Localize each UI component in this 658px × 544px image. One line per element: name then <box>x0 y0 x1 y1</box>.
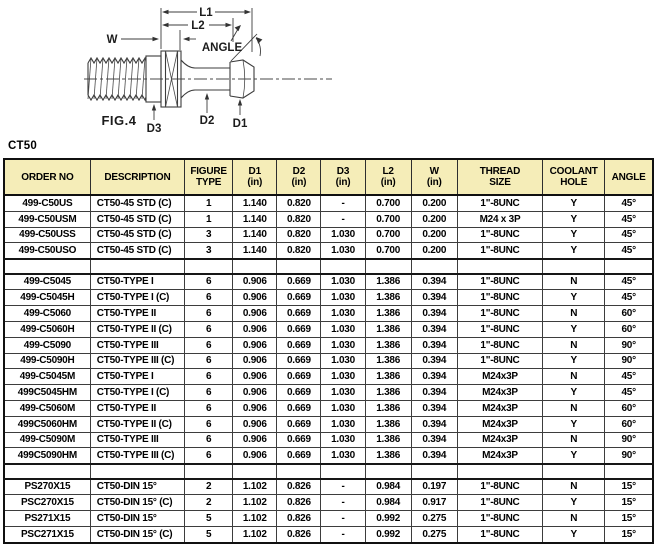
cell-d3: 1.030 <box>321 448 365 464</box>
dim-d2 <box>200 93 215 127</box>
cell-d2: 0.669 <box>277 448 321 464</box>
spacer-cell <box>365 464 411 478</box>
cell-d3: - <box>321 479 365 495</box>
cell-d3: 1.030 <box>321 243 365 259</box>
spacer-cell <box>457 464 542 478</box>
cell-figure-type: 3 <box>185 227 233 243</box>
cell-l2: 0.700 <box>365 211 411 227</box>
cell-w: 0.394 <box>411 337 457 353</box>
dim-label-l1: L1 <box>199 7 213 19</box>
cell-d2: 0.669 <box>277 432 321 448</box>
cell-description: CT50-TYPE I <box>90 274 184 290</box>
cell-w: 0.394 <box>411 274 457 290</box>
cell-d2: 0.669 <box>277 321 321 337</box>
cell-description: CT50-TYPE II (C) <box>90 321 184 337</box>
col-header-d2: D2 (in) <box>277 159 321 195</box>
cell-l2: 1.386 <box>365 321 411 337</box>
cell-thread-size: M24x3P <box>457 400 542 416</box>
cell-figure-type: 3 <box>185 243 233 259</box>
header-row <box>4 159 653 195</box>
cell-order-no: 499-C5060H <box>4 321 90 337</box>
cell-d2: 0.820 <box>277 243 321 259</box>
col-header-figure-type: FIGURE TYPE <box>185 159 233 195</box>
spacer-cell <box>365 259 411 273</box>
dim-label-d3: D3 <box>146 123 162 135</box>
cell-w: 0.200 <box>411 243 457 259</box>
spacer-cell <box>4 464 90 478</box>
cell-d1: 0.906 <box>233 306 277 322</box>
cell-order-no: 499-C5045H <box>4 290 90 306</box>
cell-coolant-hole: Y <box>543 353 605 369</box>
cell-coolant-hole: Y <box>543 195 605 211</box>
cell-d1: 1.140 <box>233 227 277 243</box>
cell-figure-type: 6 <box>185 400 233 416</box>
spacer-cell <box>90 464 184 478</box>
section-title: CT50 <box>8 140 37 152</box>
cell-w: 0.275 <box>411 511 457 527</box>
cell-l2: 0.992 <box>365 526 411 542</box>
cell-d1: 0.906 <box>233 369 277 385</box>
cell-order-no: PS271X15 <box>4 511 90 527</box>
cell-d2: 0.669 <box>277 369 321 385</box>
cell-d3: 1.030 <box>321 290 365 306</box>
cell-l2: 1.386 <box>365 306 411 322</box>
cell-coolant-hole: N <box>543 306 605 322</box>
table-row <box>4 195 653 211</box>
cell-d2: 0.669 <box>277 274 321 290</box>
cell-angle: 60° <box>605 306 653 322</box>
cell-d1: 0.906 <box>233 416 277 432</box>
cell-description: CT50-45 STD (C) <box>90 211 184 227</box>
cell-d2: 0.820 <box>277 227 321 243</box>
cell-description: CT50-TYPE I <box>90 369 184 385</box>
cell-thread-size: 1"-8UNC <box>457 227 542 243</box>
cell-order-no: 499-C5045 <box>4 274 90 290</box>
cell-l2: 0.992 <box>365 511 411 527</box>
cell-l2: 1.386 <box>365 337 411 353</box>
cell-d1: 1.140 <box>233 195 277 211</box>
col-header-description: DESCRIPTION <box>90 159 184 195</box>
cell-description: CT50-TYPE II (C) <box>90 416 184 432</box>
cell-order-no: 499C5060HM <box>4 416 90 432</box>
cell-angle: 60° <box>605 321 653 337</box>
cell-angle: 45° <box>605 211 653 227</box>
cell-l2: 1.386 <box>365 385 411 401</box>
cell-angle: 15° <box>605 526 653 542</box>
cell-description: CT50-DIN 15° (C) <box>90 495 184 511</box>
cell-order-no: PSC271X15 <box>4 526 90 542</box>
cell-l2: 1.386 <box>365 432 411 448</box>
cell-d1: 1.102 <box>233 511 277 527</box>
cell-angle: 90° <box>605 337 653 353</box>
cell-d3: 1.030 <box>321 306 365 322</box>
table-row <box>4 337 653 353</box>
cell-angle: 45° <box>605 243 653 259</box>
cell-w: 0.200 <box>411 227 457 243</box>
cell-d3: - <box>321 526 365 542</box>
cell-coolant-hole: Y <box>543 526 605 542</box>
table-row <box>4 211 653 227</box>
spacer-cell <box>543 464 605 478</box>
cell-angle: 45° <box>605 290 653 306</box>
cell-description: CT50-TYPE I (C) <box>90 385 184 401</box>
cell-d3: 1.030 <box>321 432 365 448</box>
table-row <box>4 369 653 385</box>
cell-coolant-hole: N <box>543 337 605 353</box>
cell-figure-type: 6 <box>185 416 233 432</box>
cell-angle: 45° <box>605 274 653 290</box>
cell-w: 0.394 <box>411 290 457 306</box>
cell-angle: 45° <box>605 227 653 243</box>
flange <box>161 51 181 107</box>
cell-description: CT50-TYPE III (C) <box>90 448 184 464</box>
cell-description: CT50-TYPE III <box>90 432 184 448</box>
cell-figure-type: 5 <box>185 511 233 527</box>
dim-label-w: W <box>106 34 118 46</box>
cell-d2: 0.669 <box>277 306 321 322</box>
cell-figure-type: 6 <box>185 306 233 322</box>
cell-d3: 1.030 <box>321 227 365 243</box>
cell-angle: 90° <box>605 353 653 369</box>
col-header-d1: D1 (in) <box>233 159 277 195</box>
cell-thread-size: 1"-8UNC <box>457 337 542 353</box>
cell-d3: 1.030 <box>321 369 365 385</box>
cell-thread-size: 1"-8UNC <box>457 511 542 527</box>
cell-w: 0.917 <box>411 495 457 511</box>
cell-d3: 1.030 <box>321 274 365 290</box>
cell-d1: 0.906 <box>233 448 277 464</box>
cell-coolant-hole: Y <box>543 211 605 227</box>
cell-coolant-hole: Y <box>543 227 605 243</box>
cell-d2: 0.669 <box>277 353 321 369</box>
table-row <box>4 511 653 527</box>
col-header-coolant-hole: COOLANT HOLE <box>543 159 605 195</box>
cell-l2: 1.386 <box>365 400 411 416</box>
cell-d1: 1.140 <box>233 243 277 259</box>
cell-order-no: 499-C5090M <box>4 432 90 448</box>
cell-thread-size: M24x3P <box>457 432 542 448</box>
cell-d3: - <box>321 495 365 511</box>
table-row <box>4 321 653 337</box>
cell-description: CT50-45 STD (C) <box>90 243 184 259</box>
cell-d2: 0.826 <box>277 495 321 511</box>
table-body <box>4 195 653 543</box>
cell-angle: 90° <box>605 432 653 448</box>
cell-description: CT50-TYPE II <box>90 400 184 416</box>
cell-coolant-hole: Y <box>543 416 605 432</box>
cell-d1: 0.906 <box>233 337 277 353</box>
cell-d1: 0.906 <box>233 290 277 306</box>
spacer-cell <box>457 259 542 273</box>
cell-angle: 45° <box>605 369 653 385</box>
cell-coolant-hole: Y <box>543 321 605 337</box>
table-row <box>4 432 653 448</box>
cell-angle: 15° <box>605 511 653 527</box>
spacer-cell <box>321 464 365 478</box>
spacer-cell <box>411 464 457 478</box>
cell-order-no: 499-C50US <box>4 195 90 211</box>
cell-d1: 0.906 <box>233 385 277 401</box>
cell-coolant-hole: N <box>543 274 605 290</box>
cell-thread-size: 1"-8UNC <box>457 195 542 211</box>
cell-d1: 0.906 <box>233 321 277 337</box>
cell-l2: 0.700 <box>365 195 411 211</box>
cell-description: CT50-DIN 15° (C) <box>90 526 184 542</box>
cell-w: 0.394 <box>411 400 457 416</box>
cell-order-no: 499-C5060 <box>4 306 90 322</box>
cell-coolant-hole: N <box>543 479 605 495</box>
cell-thread-size: 1"-8UNC <box>457 479 542 495</box>
cell-w: 0.394 <box>411 321 457 337</box>
cell-order-no: 499-C5060M <box>4 400 90 416</box>
spacer-cell <box>185 464 233 478</box>
spacer-row <box>4 464 653 478</box>
cell-thread-size: 1"-8UNC <box>457 290 542 306</box>
spacer-cell <box>90 259 184 273</box>
cell-d2: 0.669 <box>277 337 321 353</box>
cell-description: CT50-TYPE II <box>90 306 184 322</box>
cell-order-no: 499-C50USM <box>4 211 90 227</box>
cell-thread-size: M24x3P <box>457 385 542 401</box>
cell-d2: 0.826 <box>277 526 321 542</box>
cell-d3: 1.030 <box>321 416 365 432</box>
cell-figure-type: 6 <box>185 337 233 353</box>
cell-figure-type: 6 <box>185 448 233 464</box>
cell-d3: 1.030 <box>321 385 365 401</box>
figure-drawing <box>0 0 658 140</box>
cell-thread-size: M24x3P <box>457 416 542 432</box>
cell-order-no: 499-C5090H <box>4 353 90 369</box>
col-header-order-no: ORDER NO <box>4 159 90 195</box>
cell-coolant-hole: Y <box>543 290 605 306</box>
cell-figure-type: 6 <box>185 385 233 401</box>
cell-coolant-hole: Y <box>543 243 605 259</box>
cell-order-no: 499-C50USO <box>4 243 90 259</box>
cell-angle: 60° <box>605 416 653 432</box>
cell-l2: 0.984 <box>365 479 411 495</box>
spacer-cell <box>605 464 653 478</box>
cell-d1: 1.140 <box>233 211 277 227</box>
cell-thread-size: M24x3P <box>457 369 542 385</box>
table-row <box>4 526 653 542</box>
cell-coolant-hole: N <box>543 400 605 416</box>
cell-thread-size: M24 x 3P <box>457 211 542 227</box>
spacer-cell <box>277 259 321 273</box>
spec-table <box>3 158 654 544</box>
dim-w <box>107 34 196 46</box>
cell-order-no: 499-C50USS <box>4 227 90 243</box>
cell-description: CT50-TYPE III <box>90 337 184 353</box>
cell-d2: 0.669 <box>277 290 321 306</box>
cell-figure-type: 6 <box>185 369 233 385</box>
cell-w: 0.394 <box>411 385 457 401</box>
cell-order-no: PSC270X15 <box>4 495 90 511</box>
table-row <box>4 479 653 495</box>
cell-d1: 0.906 <box>233 274 277 290</box>
dim-label-l2: L2 <box>191 20 205 32</box>
cell-thread-size: 1"-8UNC <box>457 526 542 542</box>
cell-thread-size: 1"-8UNC <box>457 243 542 259</box>
cell-thread-size: 1"-8UNC <box>457 306 542 322</box>
cell-l2: 0.984 <box>365 495 411 511</box>
cell-w: 0.394 <box>411 306 457 322</box>
cell-coolant-hole: Y <box>543 385 605 401</box>
cell-d3: - <box>321 195 365 211</box>
cell-d2: 0.820 <box>277 195 321 211</box>
cell-figure-type: 6 <box>185 290 233 306</box>
cell-order-no: 499C5045HM <box>4 385 90 401</box>
dim-d1 <box>233 99 248 130</box>
cell-d3: - <box>321 511 365 527</box>
cell-d2: 0.820 <box>277 211 321 227</box>
cell-l2: 1.386 <box>365 353 411 369</box>
spacer-row <box>4 259 653 273</box>
cell-angle: 15° <box>605 495 653 511</box>
dim-label-d1: D1 <box>232 118 248 130</box>
table-row <box>4 306 653 322</box>
table-row <box>4 495 653 511</box>
cell-figure-type: 6 <box>185 353 233 369</box>
cell-w: 0.197 <box>411 479 457 495</box>
col-header-w: W (in) <box>411 159 457 195</box>
cell-thread-size: 1"-8UNC <box>457 321 542 337</box>
cell-d1: 1.102 <box>233 495 277 511</box>
cell-d3: - <box>321 211 365 227</box>
table-row <box>4 274 653 290</box>
cell-order-no: 499-C5090 <box>4 337 90 353</box>
dim-label-d2: D2 <box>199 115 215 127</box>
cell-d2: 0.669 <box>277 400 321 416</box>
cell-angle: 90° <box>605 448 653 464</box>
dim-d3 <box>147 104 162 135</box>
cell-thread-size: 1"-8UNC <box>457 495 542 511</box>
cell-l2: 1.386 <box>365 448 411 464</box>
spacer-cell <box>411 259 457 273</box>
table-row <box>4 448 653 464</box>
cell-figure-type: 1 <box>185 211 233 227</box>
cell-figure-type: 6 <box>185 432 233 448</box>
cell-figure-type: 6 <box>185 274 233 290</box>
dim-label-angle: ANGLE <box>201 42 243 54</box>
cell-d1: 0.906 <box>233 400 277 416</box>
cell-angle: 60° <box>605 400 653 416</box>
spacer-cell <box>321 259 365 273</box>
table-row <box>4 385 653 401</box>
cell-angle: 45° <box>605 195 653 211</box>
cell-w: 0.394 <box>411 416 457 432</box>
cell-d3: 1.030 <box>321 321 365 337</box>
spacer-cell <box>277 464 321 478</box>
spacer-cell <box>233 259 277 273</box>
cell-angle: 15° <box>605 479 653 495</box>
cell-d1: 1.102 <box>233 526 277 542</box>
cell-figure-type: 1 <box>185 195 233 211</box>
col-header-d3: D3 (in) <box>321 159 365 195</box>
table-row <box>4 243 653 259</box>
cell-angle: 45° <box>605 385 653 401</box>
cell-w: 0.200 <box>411 211 457 227</box>
cell-description: CT50-DIN 15° <box>90 479 184 495</box>
dim-l1 <box>162 7 251 19</box>
cell-d1: 1.102 <box>233 479 277 495</box>
figure-caption: FIG.4 <box>101 113 137 128</box>
cell-description: CT50-DIN 15° <box>90 511 184 527</box>
cell-order-no: 499-C5045M <box>4 369 90 385</box>
table-row <box>4 400 653 416</box>
cell-description: CT50-45 STD (C) <box>90 227 184 243</box>
cell-coolant-hole: Y <box>543 495 605 511</box>
cell-d2: 0.826 <box>277 511 321 527</box>
cell-order-no: PS270X15 <box>4 479 90 495</box>
cell-w: 0.394 <box>411 369 457 385</box>
cell-description: CT50-45 STD (C) <box>90 195 184 211</box>
cell-d3: 1.030 <box>321 400 365 416</box>
spacer-cell <box>4 259 90 273</box>
cell-d2: 0.669 <box>277 385 321 401</box>
cell-d2: 0.669 <box>277 416 321 432</box>
cell-l2: 0.700 <box>365 243 411 259</box>
cell-coolant-hole: N <box>543 369 605 385</box>
cell-figure-type: 2 <box>185 495 233 511</box>
cell-coolant-hole: Y <box>543 448 605 464</box>
cell-l2: 1.386 <box>365 290 411 306</box>
cell-thread-size: M24x3P <box>457 448 542 464</box>
cell-l2: 1.386 <box>365 369 411 385</box>
spacer-cell <box>543 259 605 273</box>
cell-l2: 1.386 <box>365 416 411 432</box>
dim-angle <box>202 25 263 54</box>
cell-description: CT50-TYPE III (C) <box>90 353 184 369</box>
cell-w: 0.275 <box>411 526 457 542</box>
cell-d2: 0.826 <box>277 479 321 495</box>
cell-w: 0.394 <box>411 432 457 448</box>
cell-figure-type: 6 <box>185 321 233 337</box>
table-row <box>4 416 653 432</box>
table-row <box>4 227 653 243</box>
table-row <box>4 353 653 369</box>
cell-w: 0.394 <box>411 448 457 464</box>
cell-thread-size: 1"-8UNC <box>457 274 542 290</box>
cell-w: 0.200 <box>411 195 457 211</box>
cell-coolant-hole: N <box>543 432 605 448</box>
col-header-angle: ANGLE <box>605 159 653 195</box>
col-header-thread-size: THREAD SIZE <box>457 159 542 195</box>
cell-thread-size: 1"-8UNC <box>457 353 542 369</box>
spacer-cell <box>605 259 653 273</box>
spacer-cell <box>185 259 233 273</box>
cell-w: 0.394 <box>411 353 457 369</box>
cell-figure-type: 5 <box>185 526 233 542</box>
cell-l2: 1.386 <box>365 274 411 290</box>
cell-d3: 1.030 <box>321 337 365 353</box>
cell-l2: 0.700 <box>365 227 411 243</box>
col-header-l2: L2 (in) <box>365 159 411 195</box>
dim-l2 <box>162 20 232 32</box>
cell-order-no: 499C5090HM <box>4 448 90 464</box>
table-row <box>4 290 653 306</box>
cell-d1: 0.906 <box>233 353 277 369</box>
cell-coolant-hole: N <box>543 511 605 527</box>
cell-figure-type: 2 <box>185 479 233 495</box>
cell-d1: 0.906 <box>233 432 277 448</box>
cell-description: CT50-TYPE I (C) <box>90 290 184 306</box>
spacer-cell <box>233 464 277 478</box>
pull-stud-diagram <box>0 0 658 140</box>
cell-d3: 1.030 <box>321 353 365 369</box>
